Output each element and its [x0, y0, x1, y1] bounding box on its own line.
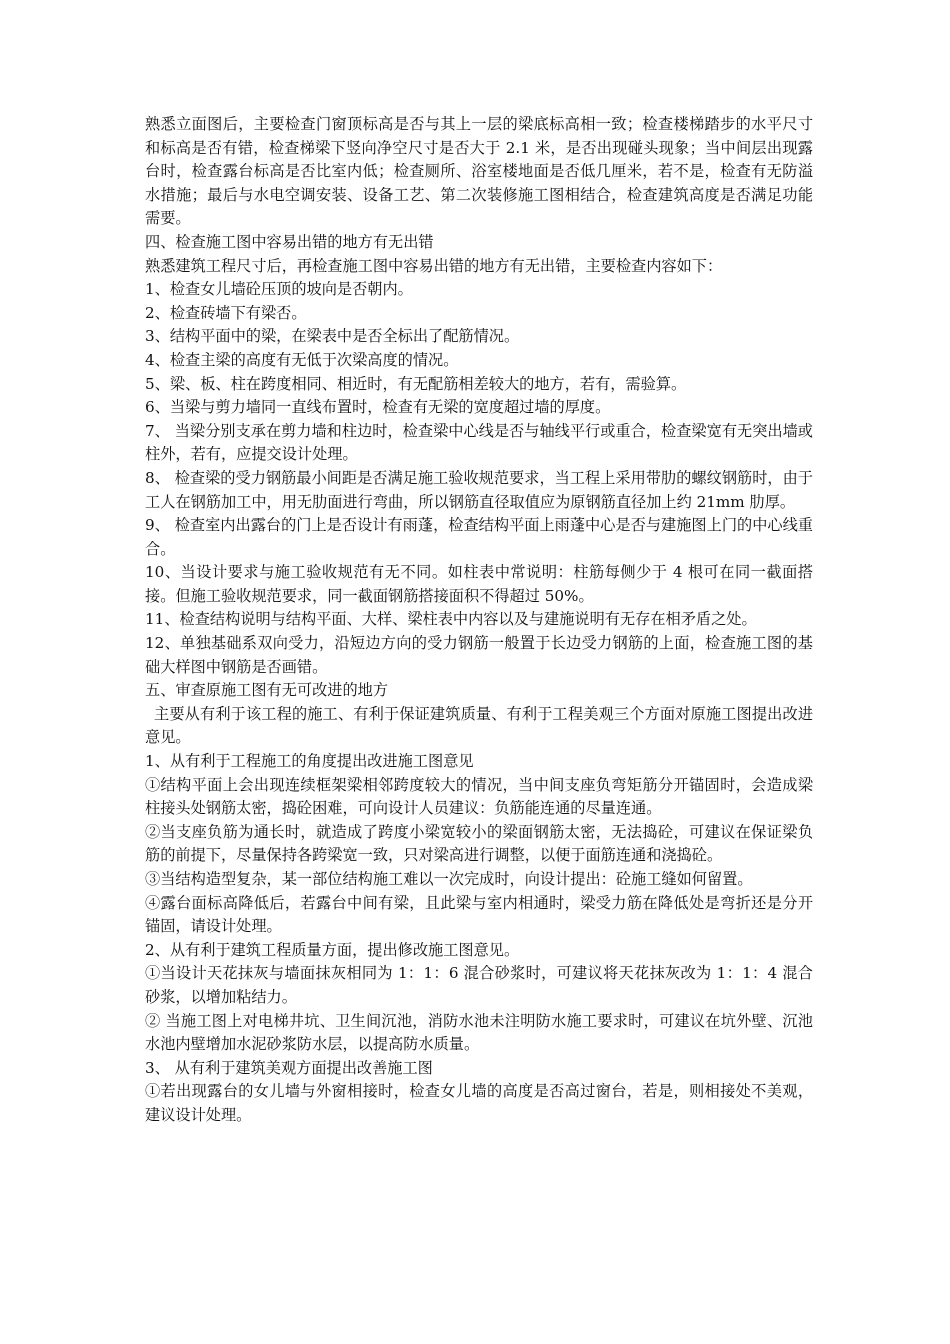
paragraph-elevation-check: 熟悉立面图后，主要检查门窗顶标高是否与其上一层的梁底标高相一致；检查楼梯踏步的水平尺寸和标高是否有错，检查梯梁下竖向净空尺寸是否大于 2.1 米，是否出现碰头现象；当中间层出现露台时，检查露台标高是否比室内低；检查厕所、浴室楼地面是否低几厘米，若不是，检查有无防溢水措施；最后与水电空调安装、设备工艺、第二次装修施工图相结合，检查建筑高度是否满足功能需要。 [145, 115, 813, 228]
construction-item-4: ④露台面标高降低后，若露台中间有梁，且此梁与室内相通时，梁受力筋在降低处是弯折还是分开锚固，请设计处理。 [145, 893, 813, 936]
construction-item-1: ①结构平面上会出现连续框架梁相邻跨度较大的情况，当中间支座负弯矩筋分开锚固时，会造成梁柱接头处钢筋太密，捣砼困难，可向设计人员建议：负筋能连通的尽量连通。 [145, 775, 813, 818]
subsection-heading-2: 2、从有利于建筑工程质量方面，提出修改施工图意见。 [145, 940, 520, 959]
aesthetics-item-1: ①若出现露台的女儿墙与外窗相接时，检查女儿墙的高度是否高过窗台，若是，则相接处不美观，建议设计处理。 [145, 1082, 813, 1124]
paragraph-section-4-intro: 熟悉建筑工程尺寸后，再检查施工图中容易出错的地方有无出错，主要检查内容如下： [145, 256, 723, 275]
list-item-5: 5、梁、板、柱在跨度相同、相近时，有无配筋相差较大的地方，若有，需验算。 [145, 374, 687, 393]
construction-item-2: ②当支座负筋为通长时，就造成了跨度小梁宽较小的梁面钢筋太密，无法捣砼，可建议在保证梁负筋的前提下，尽量保持各跨梁宽一致，只对梁高进行调整，以便于面筋连通和浇捣砼。 [145, 822, 813, 865]
paragraph-section-5-intro: 主要从有利于该工程的施工、有利于保证建筑质量、有利于工程美观三个方面对原施工图提出改进意见。 [145, 704, 813, 747]
list-item-8: 8、 检查梁的受力钢筋最小间距是否满足施工验收规范要求，当工程上采用带肋的螺纹钢筋时，由于工人在钢筋加工中，用无肋面进行弯曲，所以钢筋直径取值应为原钢筋直径加上约 21mm 肋厚。 [145, 468, 813, 511]
list-item-6: 6、当梁与剪力墙同一直线布置时，检查有无梁的宽度超过墙的厚度。 [145, 398, 611, 417]
section-heading-4: 四、检查施工图中容易出错的地方有无出错 [145, 232, 434, 251]
list-item-3: 3、结构平面中的梁，在梁表中是否全标出了配筋情况。 [145, 327, 520, 346]
list-item-9: 9、 检查室内出露台的门上是否设计有雨蓬，检查结构平面上雨蓬中心是否与建施图上门的中心线重合。 [145, 516, 813, 558]
list-item-12: 12、单独基础系双向受力，沿短边方向的受力钢筋一般置于长边受力钢筋的上面，检查施工图的基础大样图中钢筋是否画错。 [145, 634, 813, 676]
quality-item-1: ①当设计天花抹灰与墙面抹灰相同为 1：1：6 混合砂浆时，可建议将天花抹灰改为 1：1：4 混合砂浆，以增加粘结力。 [145, 964, 813, 1006]
quality-item-2: ② 当施工图上对电梯井坑、卫生间沉池，消防水池未注明防水施工要求时，可建议在坑外壁、沉池水池内壁增加水泥砂浆防水层，以提高防水质量。 [145, 1011, 813, 1054]
subsection-heading-3: 3、 从有利于建筑美观方面提出改善施工图 [145, 1058, 433, 1077]
list-item-4: 4、检查主梁的高度有无低于次梁高度的情况。 [145, 350, 459, 369]
list-item-11: 11、检查结构说明与结构平面、大样、梁柱表中内容以及与建施说明有无存在相矛盾之处。 [145, 610, 757, 629]
list-item-7: 7、 当梁分别支承在剪力墙和柱边时，检查梁中心线是否与轴线平行或重合，检查梁宽有无突出墙或柱外，若有，应提交设计处理。 [145, 421, 813, 464]
list-item-1: 1、检查女儿墙砼压顶的坡向是否朝内。 [145, 280, 413, 299]
list-item-10: 10、当设计要求与施工验收规范有无不同。如柱表中常说明：柱筋每侧少于 4 根可在同一截面搭接。但施工验收规范要求，同一截面钢筋搭接面积不得超过 50%。 [145, 563, 813, 605]
subsection-heading-1: 1、从有利于工程施工的角度提出改进施工图意见 [145, 752, 474, 771]
section-heading-5: 五、审查原施工图有无可改进的地方 [145, 681, 388, 700]
document-body [145, 113, 813, 1128]
construction-item-3: ③当结构造型复杂，某一部位结构施工难以一次完成时，向设计提出：砼施工缝如何留置。 [145, 870, 753, 888]
list-item-2: 2、检查砖墙下有梁否。 [145, 303, 307, 322]
